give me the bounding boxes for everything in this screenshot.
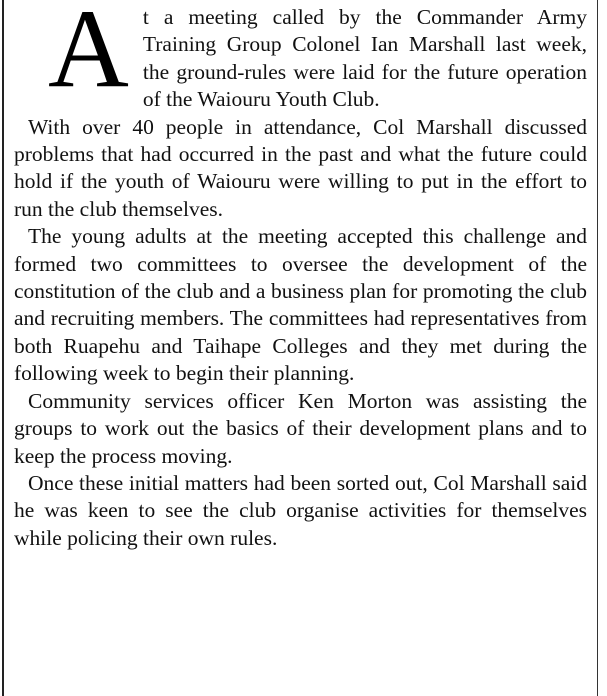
drop-cap: A <box>48 0 129 111</box>
article-paragraph-4 <box>14 388 587 470</box>
article-paragraph-5 <box>14 470 587 552</box>
left-column-rule <box>2 0 4 696</box>
paragraph-2-text: With over 40 people in attendance, Col Marshall discussed problems that had occurred in the past and what the future could hold if the youth of Waiouru were willing to put in the effort to run the club themselves. <box>14 114 587 221</box>
paragraph-4-text: Community services officer Ken Morton was assisting the groups to work out the basics of their development plans and to keep the process moving. <box>14 388 587 468</box>
paragraph-5-text: Once these initial matters had been sorted out, Col Marshall said he was keen to see the club organise activities for themselves while policing their own rules. <box>14 470 587 550</box>
article-paragraph-1 <box>14 0 587 114</box>
article-paragraph-3 <box>14 223 587 387</box>
article-paragraph-2 <box>14 114 587 224</box>
paragraph-1-text: t a meeting called by the Commander Army Training Group Colonel Ian Marshall last week, the ground-rules were laid for the future operation of the Waiouru Youth Club. <box>142 5 587 112</box>
paragraph-3-text: The young adults at the meeting accepted this challenge and formed two committees to oversee the development of the constitution of the club and a business plan for promoting the club and recruiting members. The committees had representatives from both Ruapehu and Taihape Colleges and they met during the following week to begin their planning. <box>14 224 587 386</box>
article-body <box>14 0 587 552</box>
right-column-rule <box>597 0 598 696</box>
